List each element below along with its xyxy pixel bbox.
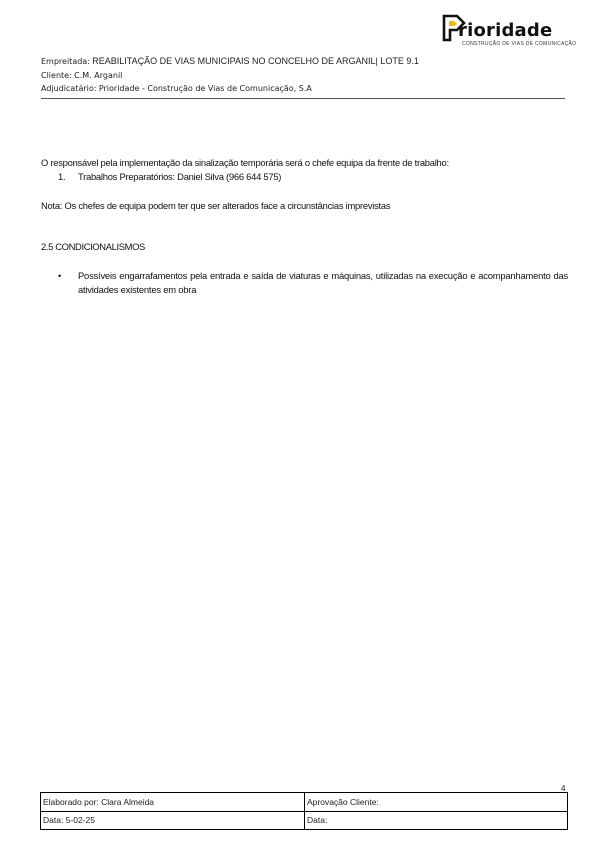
section-heading: 2.5 CONDICIONALISMOS <box>41 241 145 252</box>
bullet-item <box>58 269 568 297</box>
footer-table <box>40 792 568 830</box>
empreitada-line <box>41 56 419 67</box>
footer-row <box>41 793 567 812</box>
footer-row <box>41 811 567 829</box>
data-right-cell: Data: <box>307 815 328 825</box>
bullet-text: Possíveis engarrafamentos pela entrada e saída de viaturas e máquinas, utilizadas na execução e acompanhamento das atividades existentes em obra <box>78 270 568 295</box>
elaborado-por-cell: Elaborado por: Clara Almeida <box>41 793 305 811</box>
company-logo <box>440 14 575 50</box>
adjudicatario-line <box>41 83 312 94</box>
data-left-cell: Data: 5-02-25 <box>41 811 305 829</box>
bullet-icon: • <box>58 270 62 281</box>
page-number: 4 <box>561 784 566 793</box>
empreitada-value: REABILITAÇÃO DE VIAS MUNICIPAIS NO CONCELHO DE ARGANIL| LOTE 9.1 <box>92 56 419 66</box>
cliente-label: Cliente: <box>41 71 72 80</box>
cliente-line <box>41 70 122 81</box>
adjudicatario-label: Adjudicatário: <box>41 84 97 93</box>
logo-tagline: CONSTRUÇÃO DE VIAS DE COMUNICAÇÃO <box>462 41 577 47</box>
adjudicatario-value: Prioridade - Construção de Vias de Comunicação, S.A <box>98 84 312 93</box>
list-item-text: Trabalhos Preparatórios: Daniel Silva (966 644 575) <box>78 171 282 182</box>
list-item <box>58 170 585 183</box>
logo-wordmark: rioridade <box>458 20 553 41</box>
header-divider <box>41 98 565 99</box>
aprovacao-cliente-cell: Aprovação Cliente: <box>307 797 379 807</box>
cliente-value: C.M. Arganil <box>74 71 123 80</box>
note-paragraph: Nota: Os chefes de equipa podem ter que ser alterados face a circunstâncias imprevistas <box>41 200 391 211</box>
list-item-number: 1. <box>58 171 66 182</box>
intro-paragraph: O responsável pela implementação da sinalização temporária será o chefe equipa da frente de trabalho: <box>41 157 449 168</box>
empreitada-label: Empreitada: <box>41 57 90 66</box>
